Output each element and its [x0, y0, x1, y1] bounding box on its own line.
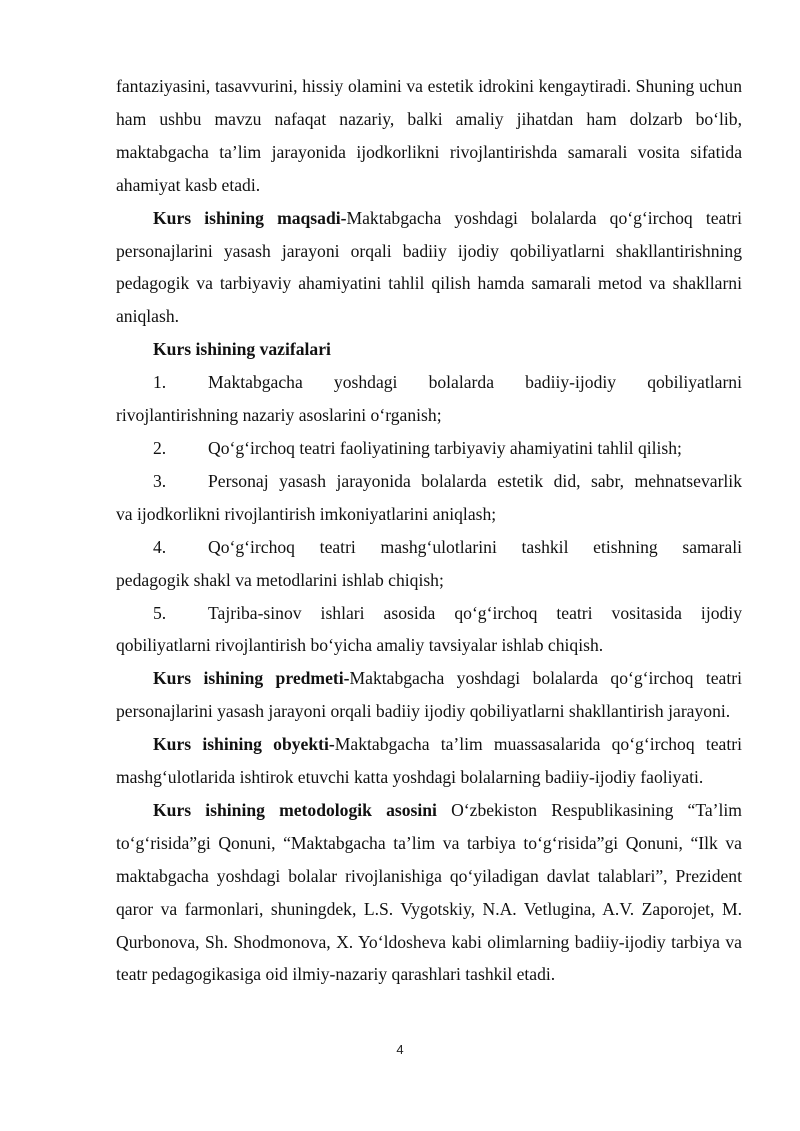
intro-paragraph: fantaziyasini, tasavvurini, hissiy olamini va estetik idrokini kengaytiradi. Shuning uchun ham ushbu mavzu nafaqat nazariy, balki amaliy jihatdan ham dolzarb bo‘lib, maktabgacha ta’lim jarayonida ijodkorlikni rivojlantirishda samarali vosita sifatida ahamiyat kasb etadi. — [116, 76, 742, 195]
task-text-continued: rivojlantirishning nazariy asoslarini o‘rganish; — [116, 405, 442, 426]
task-item-1 — [116, 366, 742, 432]
task-number: 5. — [153, 602, 167, 623]
methodology-paragraph — [116, 794, 742, 991]
methodology-text: O‘zbekiston Respublikasining “Ta’lim to‘g‘risida”gi Qonuni, “Maktabgacha ta’lim va tarbiya to‘g‘risida”gi Qonuni, “Ilk va maktabgacha yoshdagi bolalar rivojlanishiga qo‘yiladigan davlat talablari”, Prezident qaror va farmonlari, shuningdek, L.S. Vygotskiy, N.A. Vetlugina, A.V. Zaporojet, M. Qurbonova, Sh. Shodmonova, X. Yo‘ldosheva kabi olimlarning badiiy-ijodiy tarbiya va teatr pedagogikasiga oid ilmiy-nazariy qarashlari tashkil etadi. — [116, 799, 742, 985]
object-text: Maktabgacha ta’lim muassasalarida qo‘g‘irchoq teatri mashg‘ulotlarida ishtirok etuvchi katta yoshdagi bolalarning badiiy-ijodiy faoliyati. — [116, 734, 742, 788]
object-paragraph — [116, 728, 742, 794]
task-item-3 — [116, 465, 742, 531]
task-text: Maktabgacha yoshdagi bolalarda badiiy-ijodiy qobiliyatlarni — [208, 372, 742, 393]
task-item-5 — [116, 597, 742, 663]
task-number: 4. — [153, 536, 167, 557]
task-text-continued: pedagogik shakl va metodlarini ishlab chiqish; — [116, 569, 444, 590]
task-number: 3. — [153, 470, 167, 491]
task-text: Qo‘g‘irchoq teatri faoliyatining tarbiyaviy ahamiyatini tahlil qilish; — [208, 437, 682, 458]
task-item-4 — [116, 531, 742, 597]
document-page — [116, 70, 742, 991]
task-text: Qo‘g‘irchoq teatri mashg‘ulotlarini tashkil etishning samarali — [208, 536, 742, 557]
tasks-heading: Kurs ishining vazifalari — [153, 339, 331, 360]
aim-heading: Kurs ishining maqsadi- — [153, 207, 347, 228]
task-number: 1. — [153, 372, 167, 393]
task-number: 2. — [153, 437, 167, 458]
subject-paragraph — [116, 662, 742, 728]
page-number: 4 — [396, 1042, 404, 1057]
subject-text: Maktabgacha yoshdagi bolalarda qo‘g‘irchoq teatri personajlarini yasash jarayoni orqali badiiy ijodiy qobiliyatlarni shakllantirish jarayoni. — [116, 668, 742, 722]
task-item-2 — [116, 432, 742, 465]
task-text-continued: qobiliyatlarni rivojlantirish bo‘yicha amaliy tavsiyalar ishlab chiqish. — [116, 635, 604, 656]
task-text: Tajriba-sinov ishlari asosida qo‘g‘irchoq teatri vositasida ijodiy — [208, 602, 742, 623]
object-heading: Kurs ishining obyekti- — [153, 734, 335, 755]
aim-paragraph — [116, 202, 742, 334]
subject-heading: Kurs ishining predmeti- — [153, 668, 350, 689]
task-text-continued: va ijodkorlikni rivojlantirish imkoniyatlarini aniqlash; — [116, 503, 497, 524]
aim-text: Maktabgacha yoshdagi bolalarda qo‘g‘irchoq teatri personajlarini yasash jarayoni orqali badiiy ijodiy qobiliyatlarni shakllantirishning pedagogik va tarbiyaviy ahamiyatini tahlil qilish hamda samarali metod va shakllarni aniqlash. — [116, 207, 742, 327]
task-text: Personaj yasash jarayonida bolalarda estetik did, sabr, mehnatsevarlik — [208, 470, 742, 491]
methodology-heading: Kurs ishining metodologik asosini — [153, 799, 437, 820]
